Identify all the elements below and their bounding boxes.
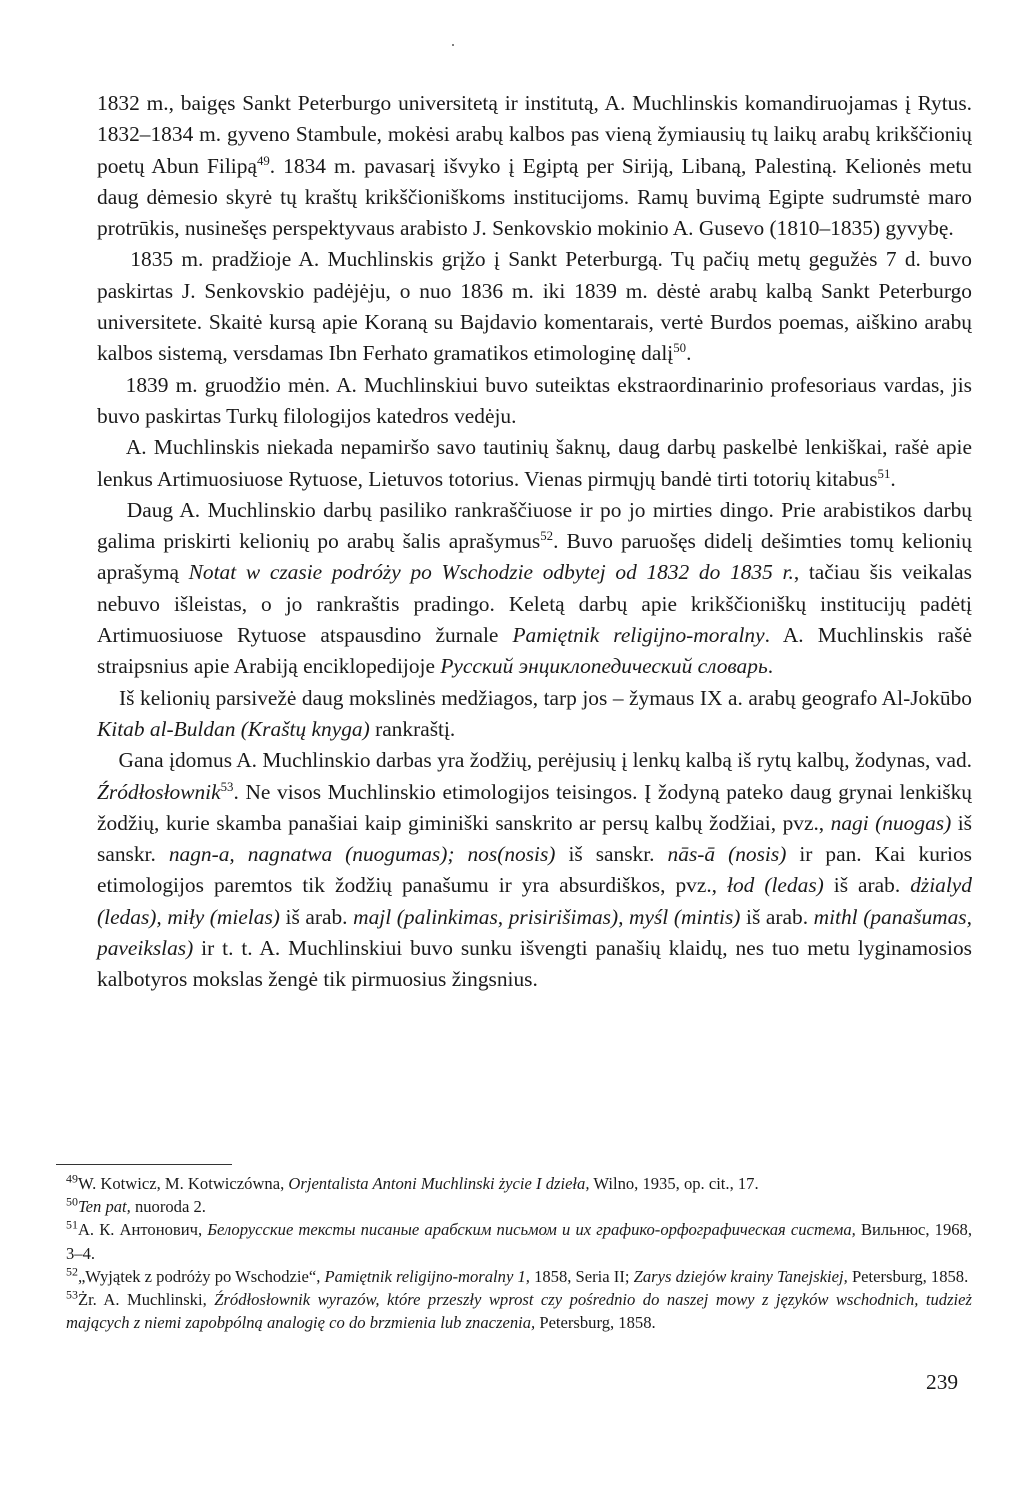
scan-speck <box>452 44 454 46</box>
footnote-ref-51[interactable]: 51 <box>877 466 891 481</box>
paragraph-4: A. Muchlinskis niekada nepamiršo savo tautinių šaknų, daug darbų paskelbė lenkiškai, rašė apie lenkus Artimuosiuose Rytuose, Lietuvos totorius. Vienas pirmųjų bandė tirti totorių kitabus$^{51}$. <box>97 435 972 491</box>
footnote-51: $^{51}$А. К. Антонович, Белорусские тексты писаные арабским письмом и их графико-орфографическая система, Вильнюс, 1968, 3–4. <box>66 1217 972 1263</box>
footnote-53: $^{53}$Żr. A. Muchlinski, Źródłosłownik wyrazów, które przeszły wprost czy pośrednio do naszej mowy z języków wschodnich, tudzież mających z niemi zapobpólną analogię co do brzmienia lub znaczenia, Petersburg, 1858. <box>66 1287 972 1333</box>
footnote-49: $^{49}$W. Kotwicz, M. Kotwiczówna, Orjentalista Antoni Muchlinski życie I dzieła, Wilno, 1935, op. cit., 17. <box>66 1171 759 1193</box>
footnote-ref-49[interactable]: 49 <box>256 153 270 168</box>
footnote-50: $^{50}$Ten pat, nuoroda 2. <box>66 1194 206 1217</box>
paragraph-1: 1832 m., baigęs Sankt Peterburgo universitetą ir institutą, A. Muchlinskis komandiruojamas į Rytus. 1832–1834 m. gyveno Stambule, mokėsi arabų kalbos pas vieną žymiausių tų laikų arabų krikščionių poetų Abun Filipą$^{49}$. 1834 m. pavasarį išvyko į Egiptą per Siriją, Libaną, Palestiną. Kelionės metu daug dėmesio skyrė tų kraštų krikščioniškoms institucijoms. Ramų buvimą Egipte sudrumstė maro protrūkis, nusinešęs perspektyvaus arabisto J. Senkovskio mokinio A. Gusevo (1810–1835) gyvybę. <box>97 91 972 241</box>
body-text <box>97 88 972 996</box>
paragraph-7: Gana įdomus A. Muchlinskio darbas yra žodžių, perėjusių į lenkų kalbą iš rytų kalbų, žodynas, vad. Źródłosłownik$^{53}$. Ne visos Muchlinskio etimologijos teisingos. Į žodyną pateko daug grynai lenkiškų žodžių, kurie skamba panašiai kaip giminiški sanskrito ar persų kalbų žodžiai, pvz., nagi (nuogas) iš sanskr. nagn-a, nagnatwa (nuogumas); nos(nosis) iš sanskr. nās-ā (nosis) ir pan. Kai kurios etimologijos paremtos tik žodžių panašumu ir yra absurdiškos, pvz., łod (ledas) iš arab. dżialyd (ledas), miły (mielas) iš arab. majl (palinkimas, prisirišimas), myśl (mintis) iš arab. mithl (panašumas, paveikslas) ir t. t. A. Muchlinskiui buvo sunku išvengti panašių klaidų, nes tuo metu lyginamosios kalbotyros mokslas žengė tik pirmuosius žingsnius. <box>97 748 973 992</box>
footnotes <box>66 1172 972 1334</box>
encyclopedia-title: Русский энциклопедический словарь <box>440 654 768 679</box>
book-title-notat: Notat w czasie podróży po Wschodzie odbytej od 1832 do 1835 r. <box>188 560 794 585</box>
page-number: 239 <box>926 1370 959 1394</box>
footnote-separator <box>56 1164 232 1165</box>
paragraph-2: 1835 m. pradžioje A. Muchlinskis grįžo į Sankt Peterburgą. Tų pačių metų gegužės 7 d. buvo paskirtas J. Senkovskio padėjėju, o nuo 1836 m. iki 1839 m. dėstė arabų kalbą Sankt Peterburgo universitete. Skaitė kursą apie Koraną su Bajdavio komentarais, vertė Burdos poemas, aiškino arabų kalbos sistemą, versdamas Ibn Ferhato gramatikos etimologinę dalį$^{50}$. <box>97 247 973 366</box>
dictionary-title: Źródłosłownik <box>97 779 221 804</box>
main-text-column <box>97 88 972 996</box>
footnote-ref-52[interactable]: 52 <box>540 529 554 544</box>
footnote-ref-53[interactable]: 53 <box>220 779 234 794</box>
paragraph-5: Daug A. Muchlinskio darbų pasiliko rankraščiuose ir po jo mirties dingo. Prie arabistikos darbų galima priskirti kelionių po arabų šalis aprašymus$^{52}$. Buvo paruošęs didelį dešimties tomų kelionių aprašymą Notat w czasie podróży po Wschodzie odbytej od 1832 do 1835 r., tačiau šis veikalas nebuvo išleistas, o jo rankraštis pradingo. Keletą darbų apie krikščioniškų institucijų padėtį Artimuosiuose Rytuose atspausdino žurnale Pamiętnik religijno-moralny. A. Muchlinskis rašė straipsnius apie Arabiją enciklopedijoje Русский энциклопедический словарь. <box>97 497 973 679</box>
paragraph-6: Iš kelionių parsivežė daug mokslinės medžiagos, tarp jos – žymaus IX a. arabų geografo Al-Jokūbo Kitab al-Buldan (Kraštų knyga) rankraštį. <box>97 685 972 741</box>
footnote-ref-50[interactable]: 50 <box>673 341 687 356</box>
manuscript-title: Kitab al-Buldan (Kraštų knyga) <box>97 716 370 741</box>
footnote-52: $^{52}$„Wyjątek z podróży po Wschodzie“, Pamiętnik religijno-moralny 1, 1858, Seria II; Zarys dziejów krainy Tanejskiej, Petersburg, 1858. <box>66 1264 969 1286</box>
paragraph-3: 1839 m. gruodžio mėn. A. Muchlinskiui buvo suteiktas ekstraordinarinio profesoriaus vardas, jis buvo paskirtas Turkų filologijos katedros vedėju. <box>97 372 972 428</box>
journal-title-pamietnik: Pamiętnik religijno-moralny <box>512 623 765 648</box>
